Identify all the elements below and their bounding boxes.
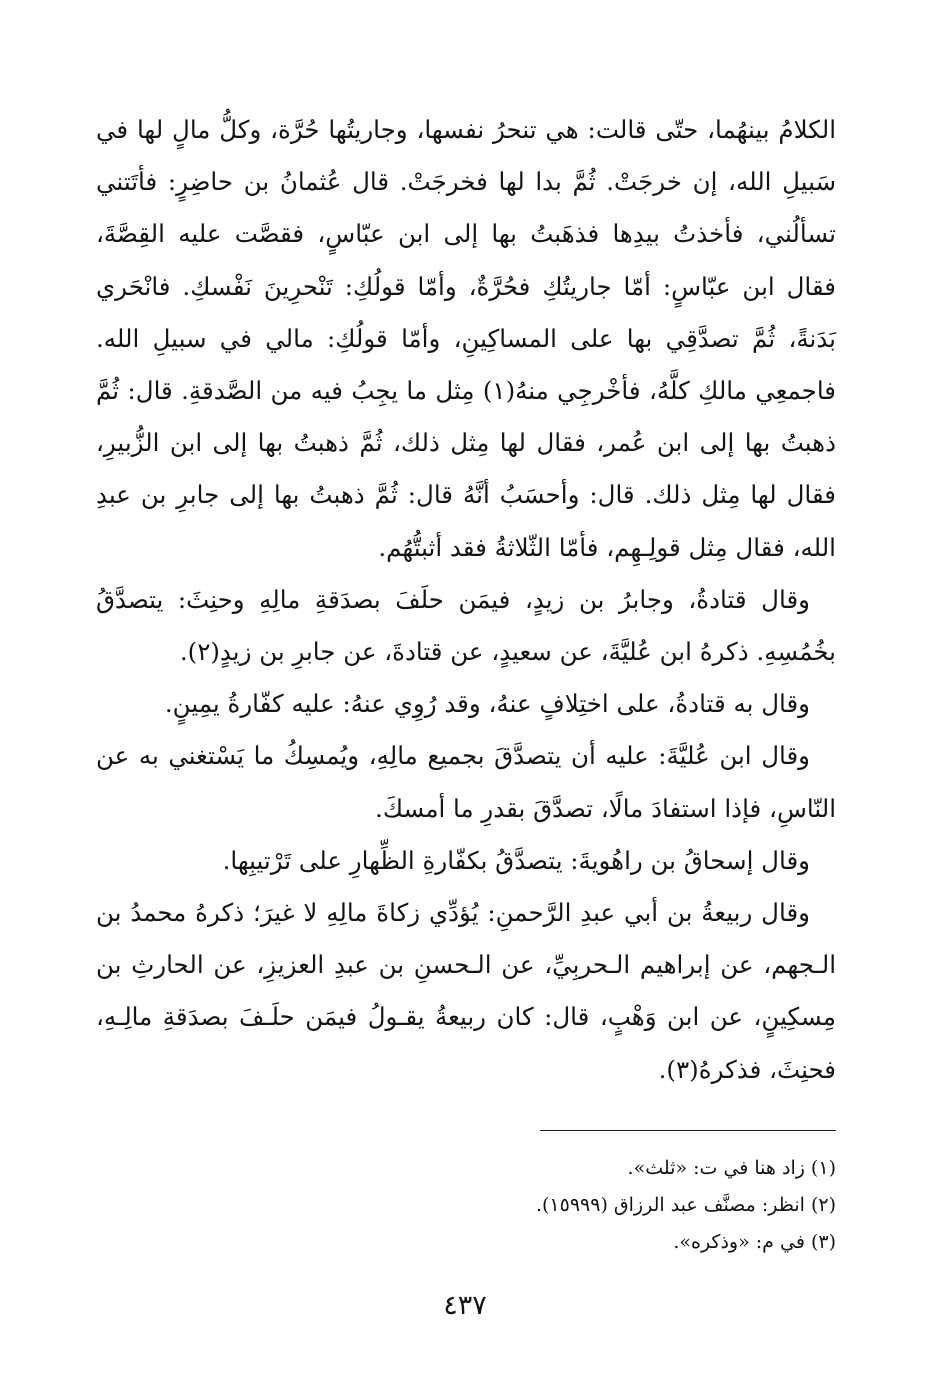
paragraph-2: وقال قتادةُ، وجابرُ بن زيدٍ، فيمَن حلَفَ بصدَقةِ مالِهِ وحنِثَ: يتصدَّقُ بخُمُسِهِ. ذكرهُ ابن عُليَّةَ، عن سعيدٍ، عن قتادةَ، عن جابرِ بن زيدٍ(٢). xyxy=(96,584,836,667)
footnote-1: (١) زاد هنا في ت: «ثلث». xyxy=(627,1157,836,1179)
paragraph-3: وقال به قتادةُ، على اختِلافٍ عنهُ، وقد رُوِي عنهُ: عليه كفّارةُ يمِينٍ. xyxy=(164,689,810,719)
footnote-3: (٣) في م: «وذكره». xyxy=(673,1231,836,1253)
footnote-2: (٢) انظر: مصنَّف عبد الرزاق (١٥٩٩٩). xyxy=(535,1194,836,1216)
footnote-divider xyxy=(540,1130,836,1131)
paragraph-1: الكلامُ بينهُما، حتّى قالت: هي تنحرُ نفسها، وجاريتُها حُرَّة، وكلُّ مالٍ لها في سَبيلِ الله، إن خرجَتْ. ثُمَّ بدا لها فخرجَتْ. قال عُثمانُ بن حاضِرٍ: فأتَتني تسألُني، فأخذتُ بيدِها فذهَبتُ بها إلى ابن عبّاسٍ، فقصَّت عليه القِصَّةَ، فقال ابن عبّاسٍ: أمّا جاريتُكِ فحُرَّةٌ، وأمّا قولُكِ: تَنْحرِينَ نَفْسكِ. فانْحَري بَدَنةً، ثُمَّ تصدَّقِي بها على المساكِينِ، وأمّا قولُكِ: مالي في سبيلِ الله. فاجمعِي مالكِ كلَّهُ، فأخْرجِي منهُ(١) مِثل ما يجِبُ فيه من الصَّدقةِ. قال: ثُمَّ ذهبتُ بها إلى ابن عُمر، فقال لها مِثل ذلك، ثُمَّ ذهبتُ بها إلى ابن الزُّبيرِ، فقال لها مِثل ذلك. قال: وأحسَبُ أنَّهُ قال: ثُمَّ ذهبتُ بها إلى جابرِ بن عبدِ الله، فقال مِثل قولِـهِم، فأمّا الثّلاثةُ فقد أثبتُّهُم. xyxy=(96,115,836,562)
paragraph-5: وقال إسحاقُ بن راهُويةَ: يتصدَّقُ بكفّارةِ الظِّهارِ على تَرْتيبِها. xyxy=(222,845,810,875)
main-text xyxy=(96,104,836,1096)
paragraph-4: وقال ابن عُليَّةَ: عليه أن يتصدَّقَ بجميع مالِهِ، ويُمسِكُ ما يَسْتغني به عن النّاسِ، فإذا استفادَ مالًا، تصدَّقَ بقدرِ ما أمسكَ. xyxy=(96,741,836,823)
footnotes xyxy=(96,1150,836,1261)
paragraph-6: وقال ربيعةُ بن أبي عبدِ الرَّحمنِ: يُؤدِّي زكاةَ مالِهِ لا غيرَ؛ ذكرهُ محمدُ بن الـجهم، عن إبراهيم الـحربِيِّ، عن الـحسنِ بن عبدِ العزيزِ، عن الحارثِ بن مِسكِينٍ، عن ابن وَهْبٍ، قال: كان ربيعةُ يقـولُ فيمَن حلَـفَ بصدَقةِ مالِـهِ، فحنِثَ، فذكرهُ(٣). xyxy=(96,898,836,1084)
page-number: ٤٣٧ xyxy=(443,1290,487,1321)
